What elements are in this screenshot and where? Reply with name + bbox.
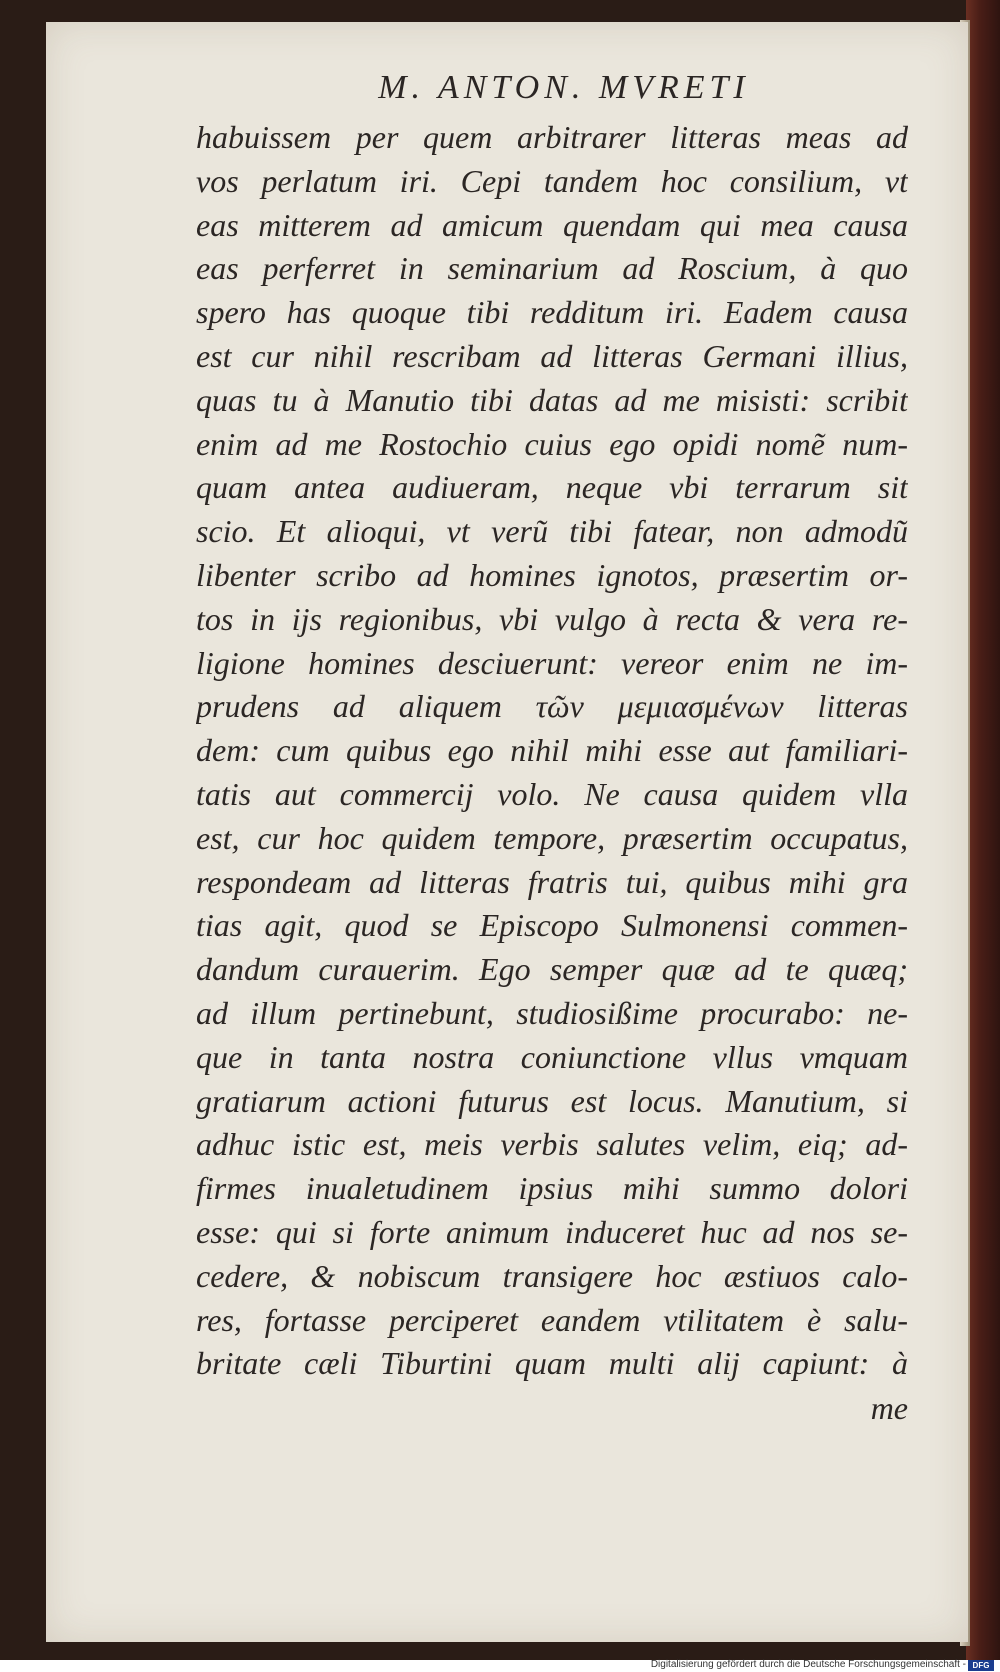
funding-credit: Digitalisierung gefördert durch die Deutsche Forschungsgemeinschaft - <box>650 1659 966 1670</box>
text-line: res, fortasse perciperet eandem vtilitatem è salu- <box>196 1301 908 1338</box>
text-line: firmes inualetudinem ipsius mihi summo dolori <box>196 1170 908 1207</box>
text-line: dandum curauerim. Ego semper quæ ad te quæq; <box>196 951 908 988</box>
text-line: ligione homines desciuerunt: vereor enim ne im- <box>196 644 908 681</box>
text-line: libenter scribo ad homines ignotos, præsertim or- <box>196 556 908 593</box>
text-line: adhuc istic est, meis verbis salutes velim, eiq; ad- <box>196 1126 908 1163</box>
body-text <box>196 116 908 1386</box>
text-line: esse: qui si forte animum induceret huc ad nos se- <box>196 1213 908 1250</box>
text-line: ad illum pertinebunt, studiosißime procurabo: ne- <box>196 994 908 1031</box>
book-cover-edge <box>966 0 1000 1660</box>
text-block <box>196 60 908 1430</box>
text-line: quas tu à Manutio tibi datas ad me misisti: scribit <box>196 381 908 418</box>
text-line: tos in ijs regionibus, vbi vulgo à recta & vera re- <box>196 600 908 637</box>
text-line: enim ad me Rostochio cuius ego opidi nomẽ num- <box>196 425 908 462</box>
text-line: respondeam ad litteras fratris tui, quibus mihi gra <box>196 863 908 900</box>
text-line: que in tanta nostra coniunctione vllus vmquam <box>196 1038 908 1075</box>
running-head: M. ANTON. MVRETI <box>378 69 750 106</box>
text-line: gratiarum actioni futurus est locus. Manutium, si <box>196 1082 908 1119</box>
text-line: habuissem per quem arbitrarer litteras meas ad <box>196 119 908 155</box>
text-line: scio. Et alioqui, vt verũ tibi fatear, non admodũ <box>196 513 908 550</box>
text-line: cedere, & nobiscum transigere hoc æstiuos calo- <box>196 1257 908 1294</box>
text-line: tatis aut commercij volo. Ne causa quidem vlla <box>196 775 908 812</box>
text-line: est cur nihil rescribam ad litteras Germani illius, <box>196 337 908 374</box>
text-line: vos perlatum iri. Cepi tandem hoc consilium, vt <box>196 162 908 199</box>
digitization-footer <box>0 1660 1000 1672</box>
text-line: eas perferret in seminarium ad Roscium, à quo <box>196 250 908 287</box>
text-line: quam antea audiueram, neque vbi terrarum sit <box>196 469 908 506</box>
catchword: me <box>870 1390 908 1427</box>
dfg-logo: DFG <box>968 1660 994 1671</box>
text-line: dem: cum quibus ego nihil mihi esse aut familiari- <box>196 732 908 769</box>
text-line: tias agit, quod se Episcopo Sulmonensi commen- <box>196 907 908 944</box>
text-line: est, cur hoc quidem tempore, præsertim occupatus, <box>196 819 908 856</box>
text-line: eas mitterem ad amicum quendam qui mea causa <box>196 206 908 243</box>
text-line: britate cæli Tiburtini quam multi alij capiunt: à <box>196 1345 908 1382</box>
text-line: prudens ad aliquem τῶν μεμιασμένων litteras <box>196 688 908 725</box>
text-line: spero has quoque tibi redditum iri. Eadem causa <box>196 294 908 331</box>
